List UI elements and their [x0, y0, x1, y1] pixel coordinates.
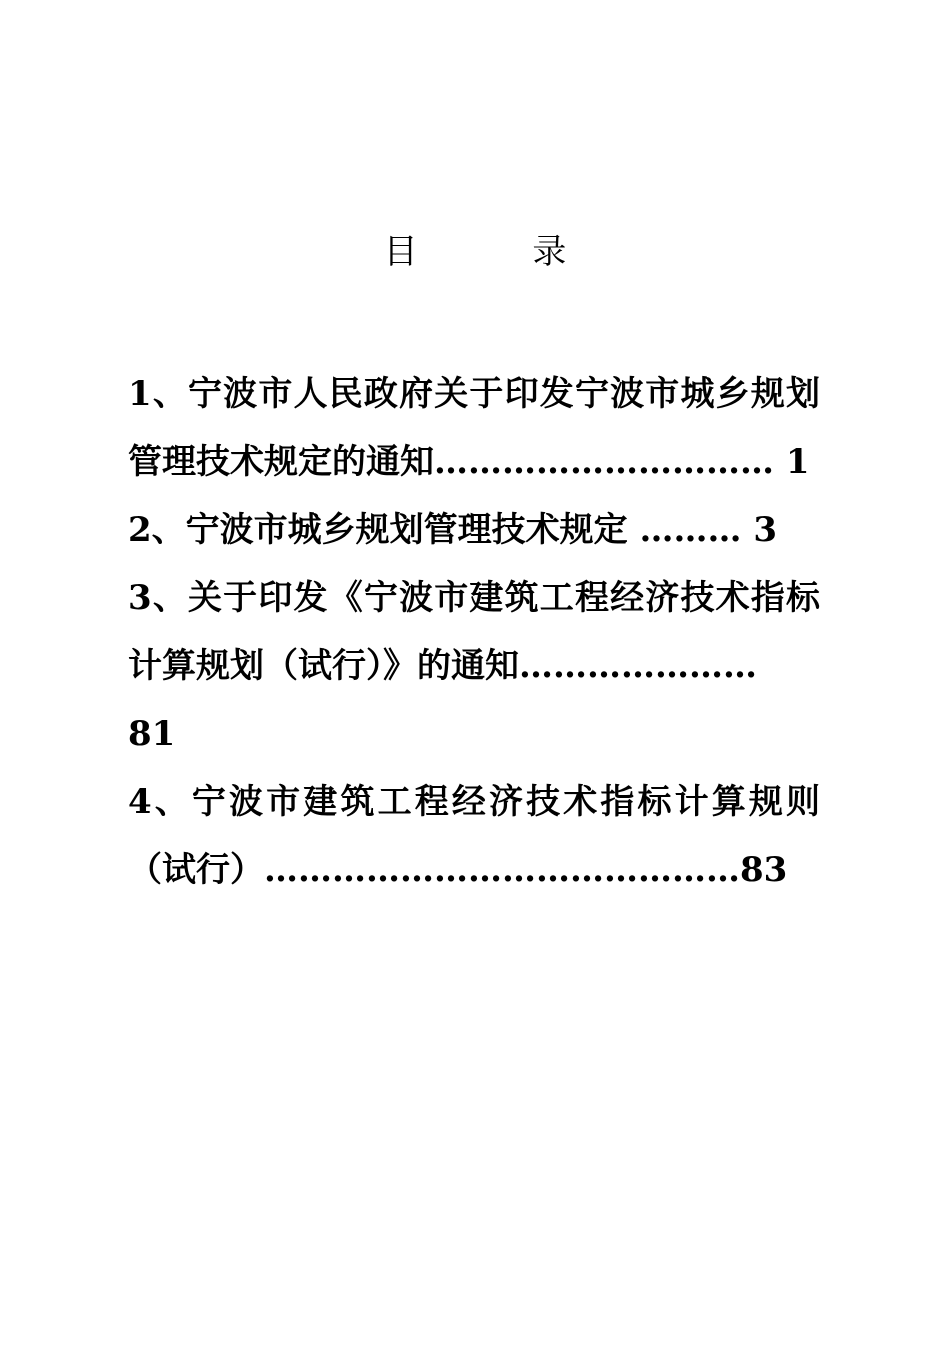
toc-entry-1-line-1: 1、宁波市人民政府关于印发宁波市城乡规划 [128, 374, 820, 414]
toc-entry-3-line-3: 81 [128, 714, 176, 754]
toc-title: 目 录 [383, 232, 619, 272]
toc-entry-2-line-1: 2、宁波市城乡规划管理技术规定 ……… 3 [128, 510, 777, 550]
toc-entry-3-line-2: 计算规划（试行）》的通知………………… [128, 646, 757, 686]
toc-entry-4-line-2: （试行）……………………………………83 [128, 850, 788, 890]
table-of-contents [128, 370, 820, 914]
toc-entry-4-line-1: 4、宁波市建筑工程经济技术指标计算规则 [128, 782, 820, 822]
toc-entry-3-line-1: 3、关于印发《宁波市建筑工程经济技术指标 [128, 578, 820, 618]
toc-entry-1-line-2: 管理技术规定的通知………………………… 1 [128, 442, 810, 482]
